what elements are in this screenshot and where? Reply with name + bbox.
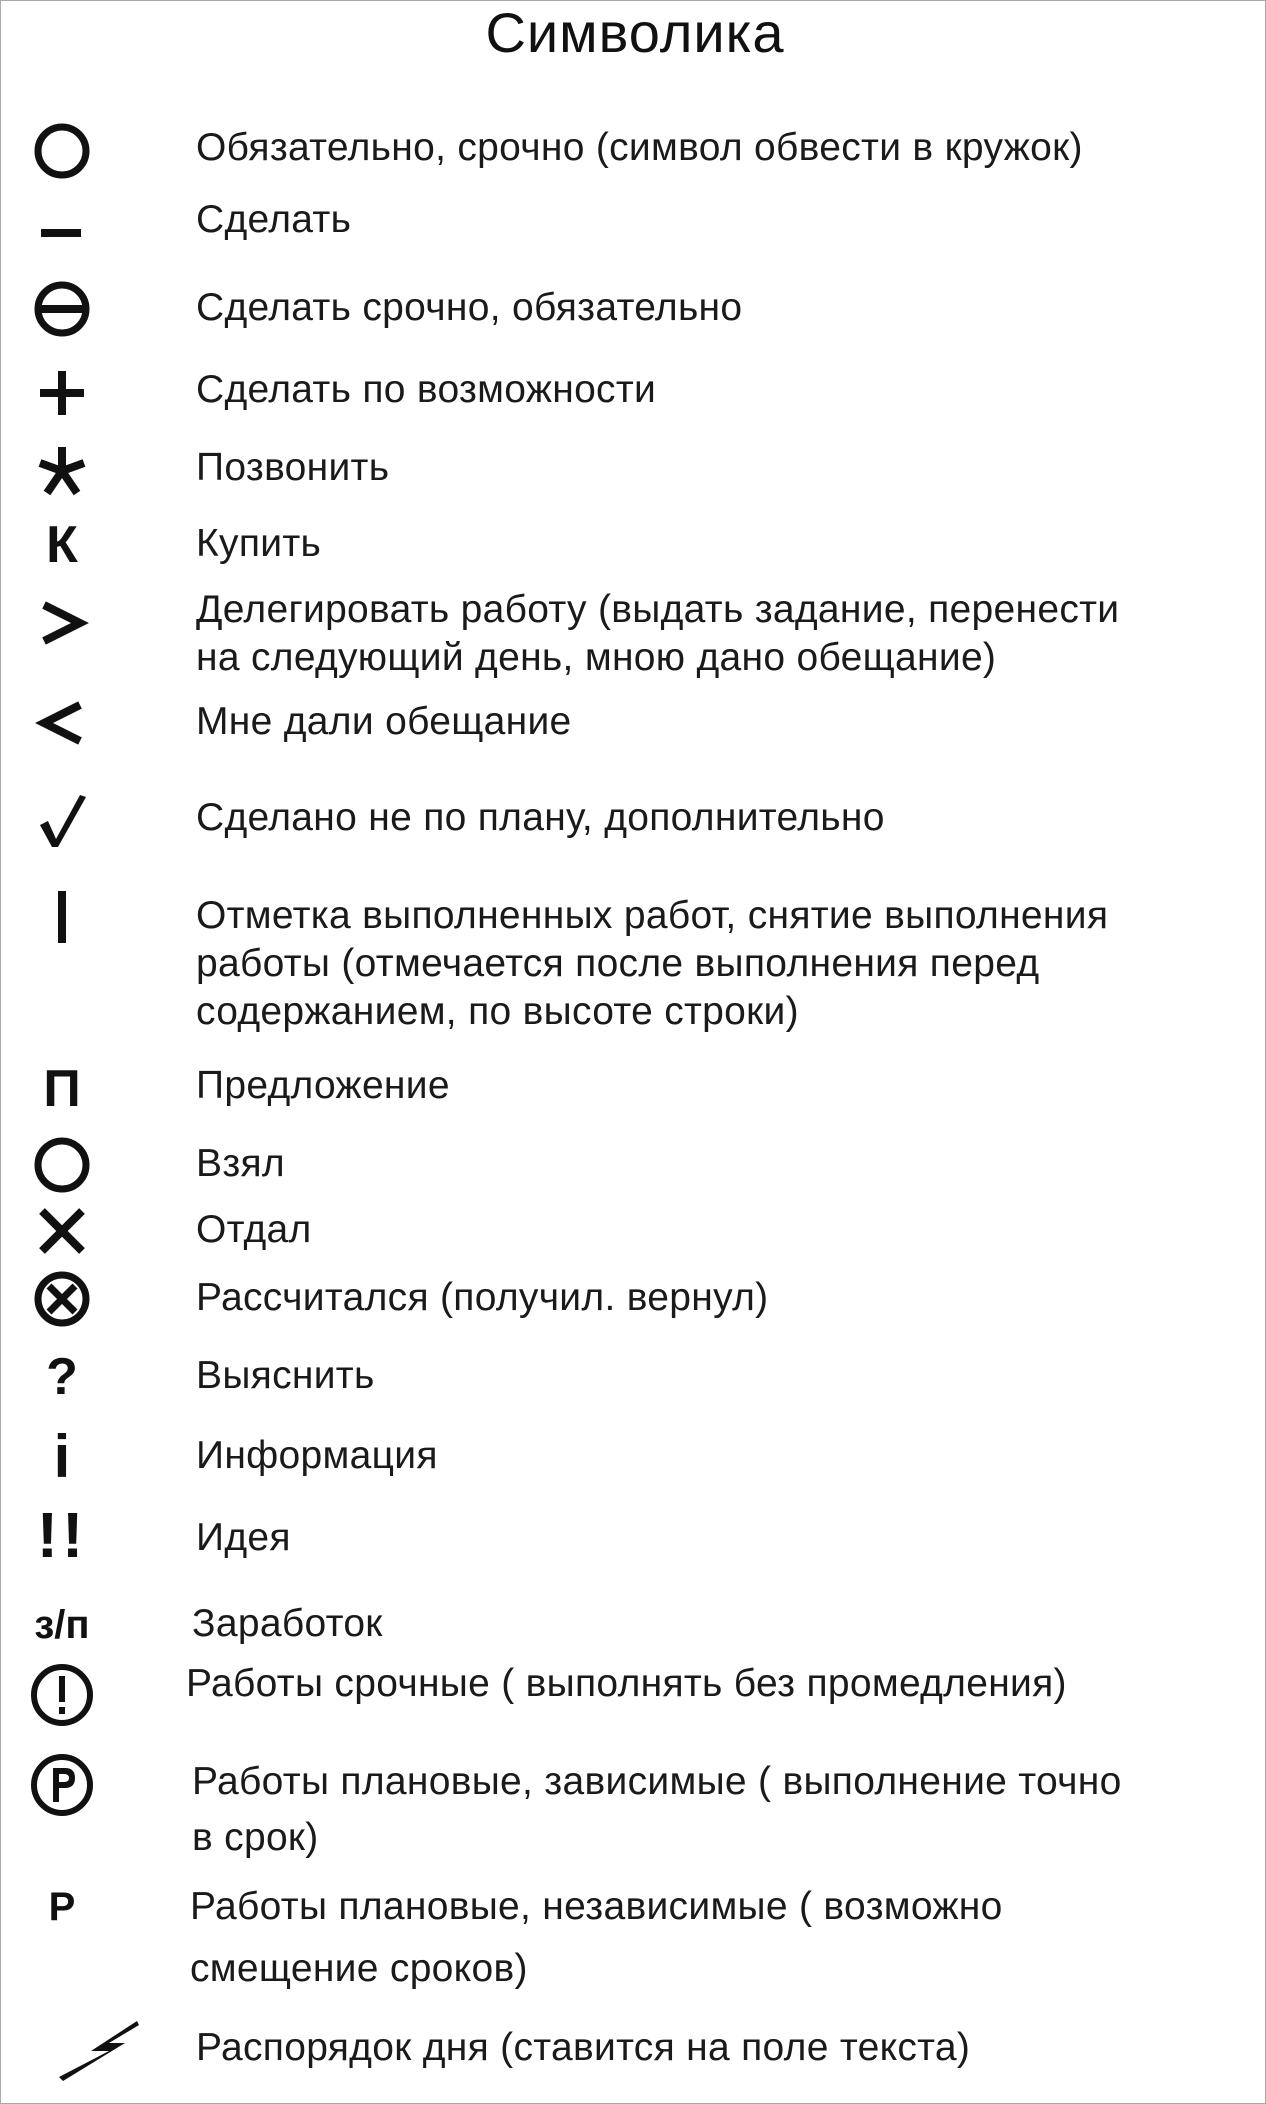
legend-text: Сделать срочно, обязательно xyxy=(196,286,743,329)
legend-text: Сделать по возможности xyxy=(196,368,657,411)
info-i-icon: i xyxy=(53,1423,71,1490)
plus-icon xyxy=(20,356,104,430)
legend-text: Мне дали обещание xyxy=(196,700,572,743)
letter-p-icon: П xyxy=(43,1060,81,1118)
vertical-bar-icon xyxy=(20,880,104,954)
legend-text: Предложение xyxy=(196,1064,450,1107)
legend-text: Отметка выполненных работ, снятие выполнения работы (отмечается после выполнения перед содержанием, по высоте строки) xyxy=(196,894,1109,1033)
circle-cross-icon xyxy=(20,1262,104,1336)
legend-text: Отдал xyxy=(196,1208,312,1251)
circle-with-dash-icon xyxy=(20,272,104,346)
legend-text: Рассчитался (получил. вернул) xyxy=(196,1276,769,1319)
legend-text: Идея xyxy=(196,1516,291,1559)
letter-k-icon: К xyxy=(46,516,78,574)
less-than-icon xyxy=(20,686,104,760)
legend-text: Делегировать работу (выдать задание, перенести на следующий день, мною дано обещание) xyxy=(196,588,1120,679)
legend-text: Заработок xyxy=(192,1602,383,1645)
legend-text: Информация xyxy=(196,1434,438,1477)
checkmark-icon xyxy=(20,784,104,858)
legend-text: Сделать xyxy=(196,198,352,241)
cross-icon xyxy=(20,1194,104,1268)
dash-icon xyxy=(20,196,104,270)
legend-text: Купить xyxy=(196,522,322,565)
legend-text: Распорядок дня (ставится на поле текста) xyxy=(196,2026,971,2069)
page-title: Символика xyxy=(485,1,785,64)
circle-icon xyxy=(20,1128,104,1202)
double-exclamation-icon: !! xyxy=(36,1499,88,1571)
legend-text: Работы срочные ( выполнять без промедления) xyxy=(186,1662,1067,1705)
legend-text: Работы плановые, зависимые ( выполнение точно в срок) xyxy=(192,1760,1122,1859)
question-mark-icon: ? xyxy=(46,1348,78,1406)
letter-r-icon: Р xyxy=(48,1885,76,1929)
legend-text: Работы плановые, независимые ( возможно смещение сроков) xyxy=(190,1885,1003,1990)
circle-icon xyxy=(20,114,104,188)
z-slash-p-icon: з/п xyxy=(34,1603,90,1647)
legend-text: Позвонить xyxy=(196,446,390,489)
greater-than-icon xyxy=(20,586,104,660)
legend-text: Сделано не по плану, дополнительно xyxy=(196,796,885,839)
circled-p-icon xyxy=(20,1748,104,1822)
lightning-icon xyxy=(48,2012,148,2086)
asterisk-icon xyxy=(20,434,104,508)
legend-text: Взял xyxy=(196,1142,285,1185)
circled-exclamation-icon xyxy=(20,1658,104,1732)
legend-text: Обязательно, срочно (символ обвести в кружок) xyxy=(196,126,1083,169)
legend-text: Выяснить xyxy=(196,1354,375,1397)
